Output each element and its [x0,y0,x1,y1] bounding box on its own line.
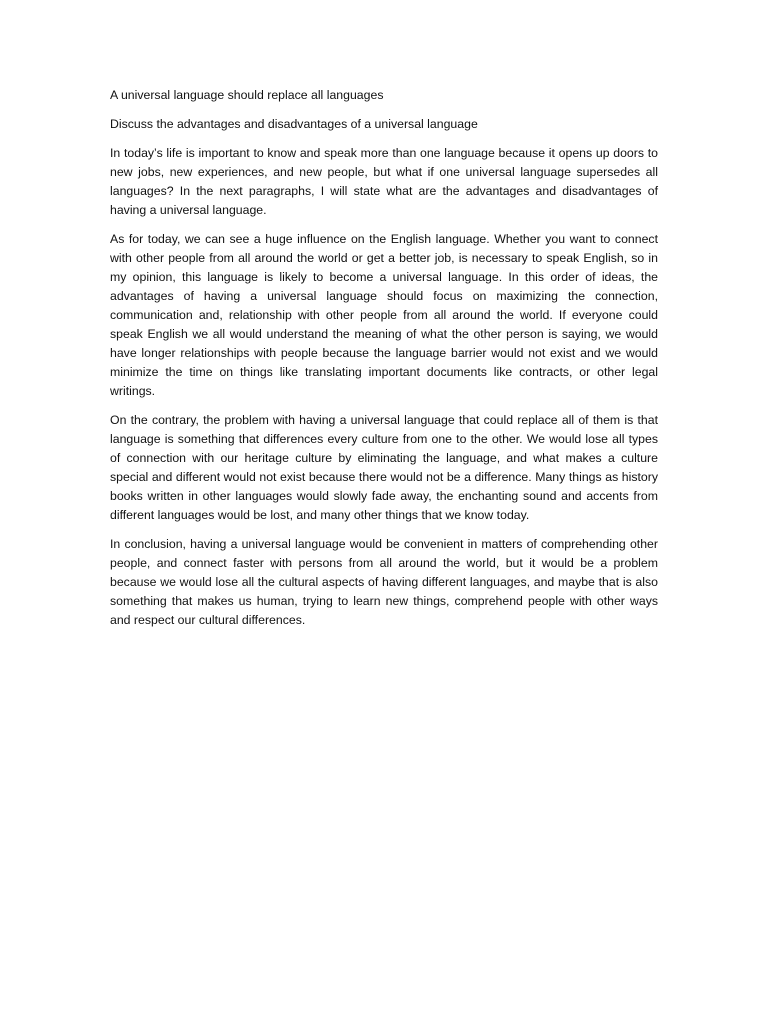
essay-prompt: Discuss the advantages and disadvantages of a universal language [110,117,478,131]
document-body [110,86,658,640]
paragraph-conclusion: In conclusion, having a universal language would be convenient in matters of comprehending other people, and connect faster with persons from all around the world, but it would be a problem because we would lose all the cultural aspects of having different languages, and maybe that is also something that makes us human, trying to learn new things, comprehend people with other ways and respect our cultural differences. [110,537,658,627]
paragraph-disadvantages: On the contrary, the problem with having a universal language that could replace all of them is that language is something that differences every culture from one to the other. We would lose all types of connection with our heritage culture by eliminating the language, and what makes a culture special and different would not exist because there would not be a difference. Many things as history books written in other languages would slowly fade away, the enchanting sound and accents from different languages would be lost, and many other things that we know today. [110,413,658,522]
paragraph-intro: In today’s life is important to know and speak more than one language because it opens up doors to new jobs, new experiences, and new people, but what if one universal language supersedes all languages? In the next paragraphs, I will state what are the advantages and disadvantages of having a universal language. [110,146,658,217]
paragraph-advantages: As for today, we can see a huge influence on the English language. Whether you want to connect with other people from all around the world or get a better job, is necessary to speak English, so in my opinion, this language is likely to become a universal language. In this order of ideas, the advantages of having a universal language should focus on maximizing the connection, communication and, relationship with other people from all around the world. If everyone could speak English we all would understand the meaning of what the other person is saying, we would have longer relationships with people because the language barrier would not exist and we would minimize the time on things like translating important documents like contracts, or other legal writings. [110,232,658,398]
essay-title: A universal language should replace all languages [110,88,384,102]
